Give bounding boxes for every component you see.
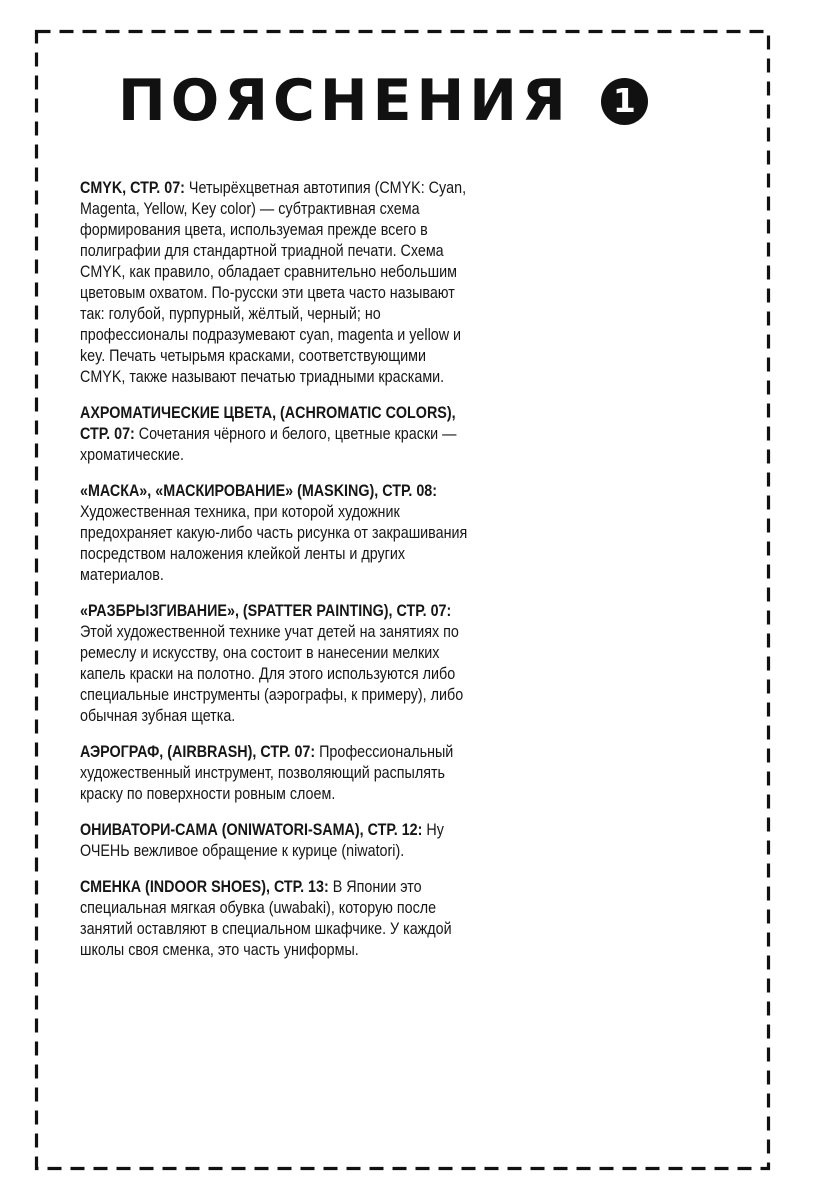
entry-definition: Сочетания чёрного и белого, цветные краски — хроматические. [80, 425, 457, 464]
entry-term: CMYK, СТР. 07: [80, 179, 185, 197]
glossary-entry [80, 481, 472, 586]
entry-term: «РАЗБРЫЗГИВАНИЕ», (SPATTER PAINTING), СТР. 07: [80, 602, 452, 620]
glossary-entry [80, 601, 472, 727]
entry-definition: В Японии это специальная мягкая обувка (uwabaki), которую после занятий оставляют в специальном шкафчике. У каждой школы своя сменка, это часть униформы. [80, 878, 452, 959]
entry-definition: Художественная техника, при которой художник предохраняет какую-либо часть рисунка от закрашивания посредством наложения клейкой ленты и других материалов. [80, 503, 468, 584]
badge-number: 1 [612, 80, 636, 120]
entry-term: СМЕНКА (INDOOR SHOES), СТР. 13: [80, 878, 329, 896]
entry-definition: Профессиональный художественный инструмент, позволяющий распылять краску по поверхности ровным слоем. [80, 743, 454, 803]
glossary-entry [80, 178, 472, 388]
glossary-entry [80, 742, 472, 805]
entry-definition: Ну ОЧЕНЬ вежливое обращение к курице (niwatori). [80, 821, 444, 860]
entry-term: «МАСКА», «МАСКИРОВАНИЕ» (MASKING), СТР. 08: [80, 482, 438, 500]
entry-term: ОНИВАТОРИ-САМА (ONIWATORI-SAMA), СТР. 12: [80, 821, 423, 839]
page-title: ПОЯСНЕНИЯ [118, 68, 571, 134]
glossary-list [80, 178, 472, 976]
entry-term: АХРОМАТИЧЕСКИЕ ЦВЕТА, (ACHROMATIC COLORS), СТР. 07: [80, 404, 456, 443]
page-header [118, 64, 648, 138]
glossary-entry [80, 820, 472, 862]
glossary-entry [80, 877, 472, 961]
glossary-entry [80, 403, 472, 466]
entry-definition: Четырёхцветная автотипия (CMYK: Cyan, Magenta, Yellow, Key color) — субтрактивная схема формирования цвета, используемая прежде всего в полиграфии для стандартной триадной печати. Схема CMYK, как правило, обладает сравнительно небольшим цветовым охватом. По-русски эти цвета часто называют так: голубой, пурпурный, жёлтый, черный; но профессионалы подразумевают cyan, magenta и yellow и key. Печать четырьмя красками, соответствующими CMYK, также называют печатью триадными красками. [80, 179, 467, 386]
entry-definition: Этой художественной технике учат детей на занятиях по ремеслу и искусству, она состоит в нанесении мелких капель краски на полотно. Для этого используются либо специальные инструменты (аэрографы, к примеру), либо обычная зубная щетка. [80, 623, 464, 725]
circled-number-badge [601, 78, 648, 125]
entry-term: АЭРОГРАФ, (AIRBRASH), СТР. 07: [80, 743, 316, 761]
